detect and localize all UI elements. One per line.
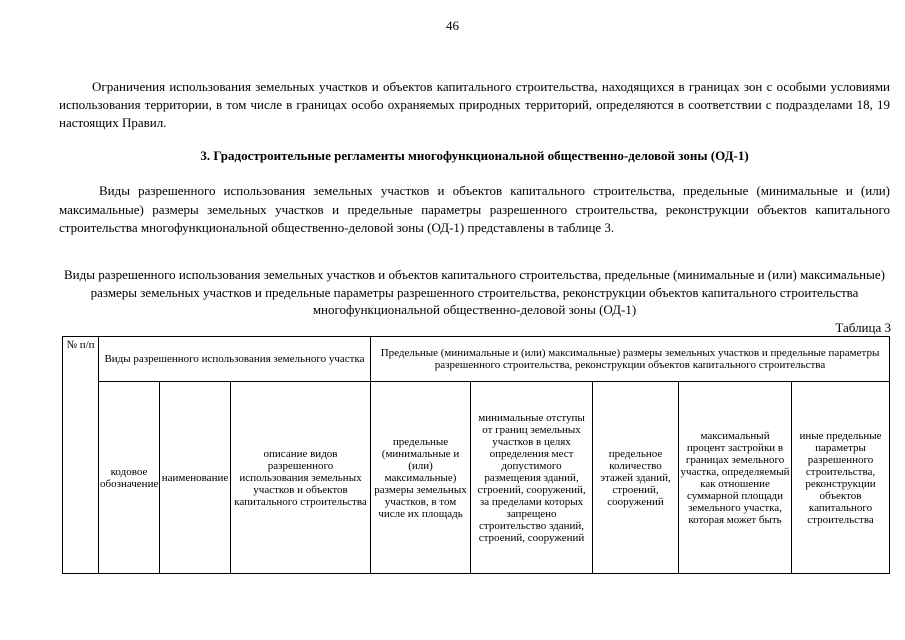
header-other-params: иные предельные параметры разрешенного строительства, реконструкции объектов капитального строительства <box>799 429 882 526</box>
header-name-cell <box>160 382 231 574</box>
intro-paragraph: Ограничения использования земельных участков и объектов капитального строительства, находящихся в границах зон с особыми условиями использования территории, в том числе в границах особо охраняемых природных территорий, определяются в соответствии с подразделами 18, 19 настоящих Правил. <box>59 79 890 130</box>
header-plot-size: предельные (минимальные и (или) максимальные) размеры земельных участков, в том числе их площадь <box>374 435 467 520</box>
page-number: 46 <box>446 18 459 33</box>
header-coverage-cell <box>679 382 792 574</box>
header-params: Предельные (минимальные и (или) максимальные) размеры земельных участков и предельные параметры разрешенного строительства, реконструкции объектов капитального строительства <box>380 347 880 371</box>
table-caption: Виды разрешенного использования земельных участков и объектов капитального строительства, предельные (минимальные и (или) максимальные) размеры земельных участков и предельные параметры разрешенного строительства, реконструкции объектов капитального строительства многофункциональной общественно-деловой зоны (ОД-1) <box>64 267 885 317</box>
header-code-cell <box>99 382 160 574</box>
header-number: № п/п <box>66 339 95 351</box>
section-paragraph: Виды разрешенного использования земельных участков и объектов капитального строительства, предельные (минимальные и (или) максимальные) размеры земельных участков и предельные параметры разрешенного строительства, реконструкции объектов капитального строительства многофункциональной общественно-деловой зоны (ОД-1) представлены в таблице 3. <box>59 183 890 235</box>
header-plot-size-cell <box>371 382 471 574</box>
header-description-cell <box>231 382 371 574</box>
header-setbacks-cell <box>471 382 593 574</box>
header-other-params-cell <box>792 382 890 574</box>
header-floors: предельное количество этажей зданий, строений, сооружений <box>600 447 671 508</box>
header-setbacks: минимальные отступы от границ земельных участков в целях определения мест допустимого размещения зданий, строений, сооружений, за пределами которых запрещено строительство зданий, строений, сооружений <box>477 411 586 544</box>
header-name: наименование <box>161 471 229 484</box>
header-params-cell <box>371 337 890 382</box>
header-number-cell <box>63 337 99 574</box>
header-coverage: максимальный процент застройки в границах земельного участка, определяемый как отношение суммарной площади земельного участка, которая может быть <box>680 429 790 526</box>
header-types: Виды разрешенного использования земельного участка <box>104 353 365 365</box>
table-number: Таблица 3 <box>835 320 891 335</box>
header-code: кодовое обозначение <box>100 465 159 490</box>
section-heading: 3. Градостроительные регламенты многофункциональной общественно-деловой зоны (ОД-1) <box>200 148 749 163</box>
header-types-cell <box>99 337 371 382</box>
header-floors-cell <box>593 382 679 574</box>
header-description: описание видов разрешенного использования земельных участков и объектов капитального строительства <box>234 447 367 508</box>
regulations-table <box>62 336 890 574</box>
